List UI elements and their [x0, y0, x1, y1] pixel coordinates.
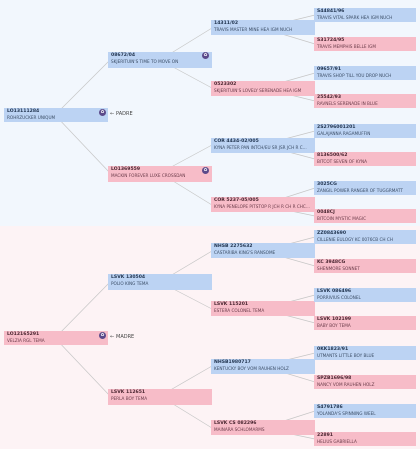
- dog-name: TRAVIS MEMPHIS BELLE IGM: [317, 44, 377, 49]
- dog-name: PORRIVIUS COLONEL: [317, 295, 361, 300]
- registration-number: LSVK 130504: [111, 275, 146, 280]
- subject-sire-card[interactable]: [4, 108, 108, 122]
- registration-number: S44841/96: [317, 9, 345, 14]
- registration-number: 3025CG: [317, 182, 337, 187]
- subject-dam-card[interactable]: [4, 331, 108, 345]
- dog-name: VELZIA RGL TEMA: [7, 338, 45, 343]
- dog-name: TRAVIS MASTER MINE HEA IGM NUCH: [214, 27, 293, 32]
- dog-name: ZANGIL POWER RANGER OF TUGGRMATT: [317, 188, 403, 193]
- dog-name: RAVNELS SERENADE IN BLUE: [317, 101, 378, 106]
- dog-name: TRAVIS VITAL SPARK HEA IGM NUCH: [317, 15, 393, 20]
- pedigree-card-gen2[interactable]: [108, 52, 212, 68]
- paw-icon[interactable]: ✿: [203, 168, 208, 173]
- pedigree-card-gen3[interactable]: [211, 81, 315, 96]
- pedigree-card-gen3[interactable]: [211, 20, 315, 35]
- registration-number: LO12165291: [7, 332, 40, 337]
- dog-name: BABY BOY TEMA: [317, 323, 351, 328]
- pedigree-card-gen4[interactable]: [314, 432, 416, 446]
- pedigree-card-gen4[interactable]: [314, 124, 416, 138]
- pedigree-card-gen4[interactable]: [314, 152, 416, 166]
- dog-name: ROHRZUCKER UNIQUM: [7, 115, 56, 120]
- pedigree-card-gen3[interactable]: [211, 301, 315, 316]
- arrow-left-icon: ←: [110, 111, 115, 117]
- registration-number: COR 5237-05/005: [214, 198, 259, 203]
- dog-name: NANCY VOM RAUHEN HOLZ: [317, 382, 375, 387]
- registration-number: NHSB 2275632: [214, 244, 253, 249]
- paw-icon[interactable]: ✿: [203, 53, 208, 58]
- pedigree-card-gen4[interactable]: [314, 375, 416, 389]
- dog-name: ESTERA COLONEL TEMA: [214, 308, 265, 313]
- dog-name: UTMANTS LITTLE BOY BLUE: [317, 353, 375, 358]
- pedigree-card-gen3[interactable]: [211, 243, 315, 258]
- registration-number: 09657/91: [317, 67, 342, 72]
- pedigree-card-gen4[interactable]: [314, 209, 416, 223]
- registration-number: LSVK 086496: [317, 289, 352, 294]
- dog-name: HELIUS GABRIELLA: [317, 439, 357, 444]
- registration-number: 08672/04: [111, 53, 136, 58]
- dog-name: CASTARIBA KING'S RANSOME: [214, 250, 276, 255]
- pedigree-card-gen2[interactable]: [108, 274, 212, 290]
- registration-number: ZZ0843690: [317, 231, 347, 236]
- registration-number: 14311/02: [214, 21, 239, 26]
- registration-number: COR 4434-02/005: [214, 139, 259, 144]
- sire-label: PADRE: [116, 111, 133, 117]
- arrow-left-icon: ←: [110, 334, 115, 340]
- dog-name: KYNA PENELOPE PITSTOP R JCH R CH R CHC...: [214, 204, 310, 209]
- pedigree-card-gen4[interactable]: [314, 230, 416, 244]
- registration-number: 22891: [317, 433, 333, 438]
- paw-icon[interactable]: ✿: [100, 110, 105, 115]
- dog-name: BITCOIN MYSTIC MAGIC: [317, 216, 367, 221]
- pedigree-card-gen3[interactable]: [211, 138, 315, 153]
- dog-name: SHENMORE SONNET: [317, 266, 360, 271]
- paw-icon[interactable]: ✿: [100, 333, 105, 338]
- registration-number: KC 3948CG: [317, 260, 346, 265]
- pedigree-card-gen3[interactable]: [211, 420, 315, 435]
- dog-name: SKJERITUIN'S TIME TO MOVE ON: [111, 59, 179, 64]
- registration-number: LSVK 115201: [214, 302, 249, 307]
- registration-number: 0523302: [214, 82, 237, 87]
- registration-number: LSVK CS 082296: [214, 421, 257, 426]
- registration-number: LO1369559: [111, 167, 141, 172]
- dog-name: KYNA PETER PAN INTCH/EU SR JSR JCH R C...: [214, 145, 307, 150]
- dog-name: BITCOT SEVEN OF KYNA: [317, 159, 367, 164]
- pedigree-card-gen4[interactable]: [314, 66, 416, 80]
- registration-number: LSVK 112651: [111, 390, 146, 395]
- dog-name: CILLENIE EULOGY KC 0076CB CH CH: [317, 237, 393, 242]
- pedigree-card-gen3[interactable]: [211, 359, 315, 374]
- pedigree-card-gen4[interactable]: [314, 288, 416, 302]
- pedigree-card-gen4[interactable]: [314, 316, 416, 330]
- registration-number: LO13111284: [7, 109, 40, 114]
- pedigree-card-gen4[interactable]: [314, 259, 416, 273]
- pedigree-card-gen4[interactable]: [314, 346, 416, 360]
- pedigree-card-gen4[interactable]: [314, 37, 416, 51]
- registration-number: 2S2796001201: [317, 125, 356, 130]
- pedigree-card-gen4[interactable]: [314, 94, 416, 108]
- registration-number: 0KK1823/91: [317, 347, 349, 352]
- dog-name: PERLA BOY TEMA: [111, 396, 148, 401]
- dog-name: KENTUCKY BOY VOM RAUHEN HOLZ: [214, 366, 289, 371]
- dog-name: POLIO KING TEMA: [111, 281, 149, 286]
- dog-name: YOLANDA'S SPINNING WEEL: [317, 411, 376, 416]
- registration-number: SPZB1696/98: [317, 376, 352, 381]
- registration-number: 25542/93: [317, 95, 342, 100]
- registration-number: 0048CJ: [317, 210, 335, 215]
- pedigree-card-gen4[interactable]: [314, 404, 416, 418]
- registration-number: S4791786: [317, 405, 343, 410]
- registration-number: LSVK 102199: [317, 317, 352, 322]
- dog-name: TRAVIS SHOP TILL YOU DROP NUCH: [317, 73, 392, 78]
- dam-label: MADRE: [116, 334, 135, 340]
- registration-number: NHSB1980717: [214, 360, 251, 365]
- pedigree-card-gen2[interactable]: [108, 389, 212, 405]
- registration-number: S31724/95: [317, 38, 345, 43]
- pedigree-card-gen4[interactable]: [314, 8, 416, 22]
- pedigree-card-gen2[interactable]: [108, 166, 212, 182]
- dog-name: GALAJANNA RAGAMUFFIN: [317, 131, 371, 136]
- dog-name: SKJERITUIN'S LOVELY SERENADE HEA IGM: [214, 88, 302, 93]
- pedigree-card-gen4[interactable]: [314, 181, 416, 195]
- registration-number: 8136500/62: [317, 153, 348, 158]
- pedigree-card-gen3[interactable]: [211, 197, 315, 212]
- dog-name: MAINARA SCHLOMARMS: [214, 427, 265, 432]
- dog-name: MACKIN FOREVER LUXE CROSSDAN: [111, 173, 186, 178]
